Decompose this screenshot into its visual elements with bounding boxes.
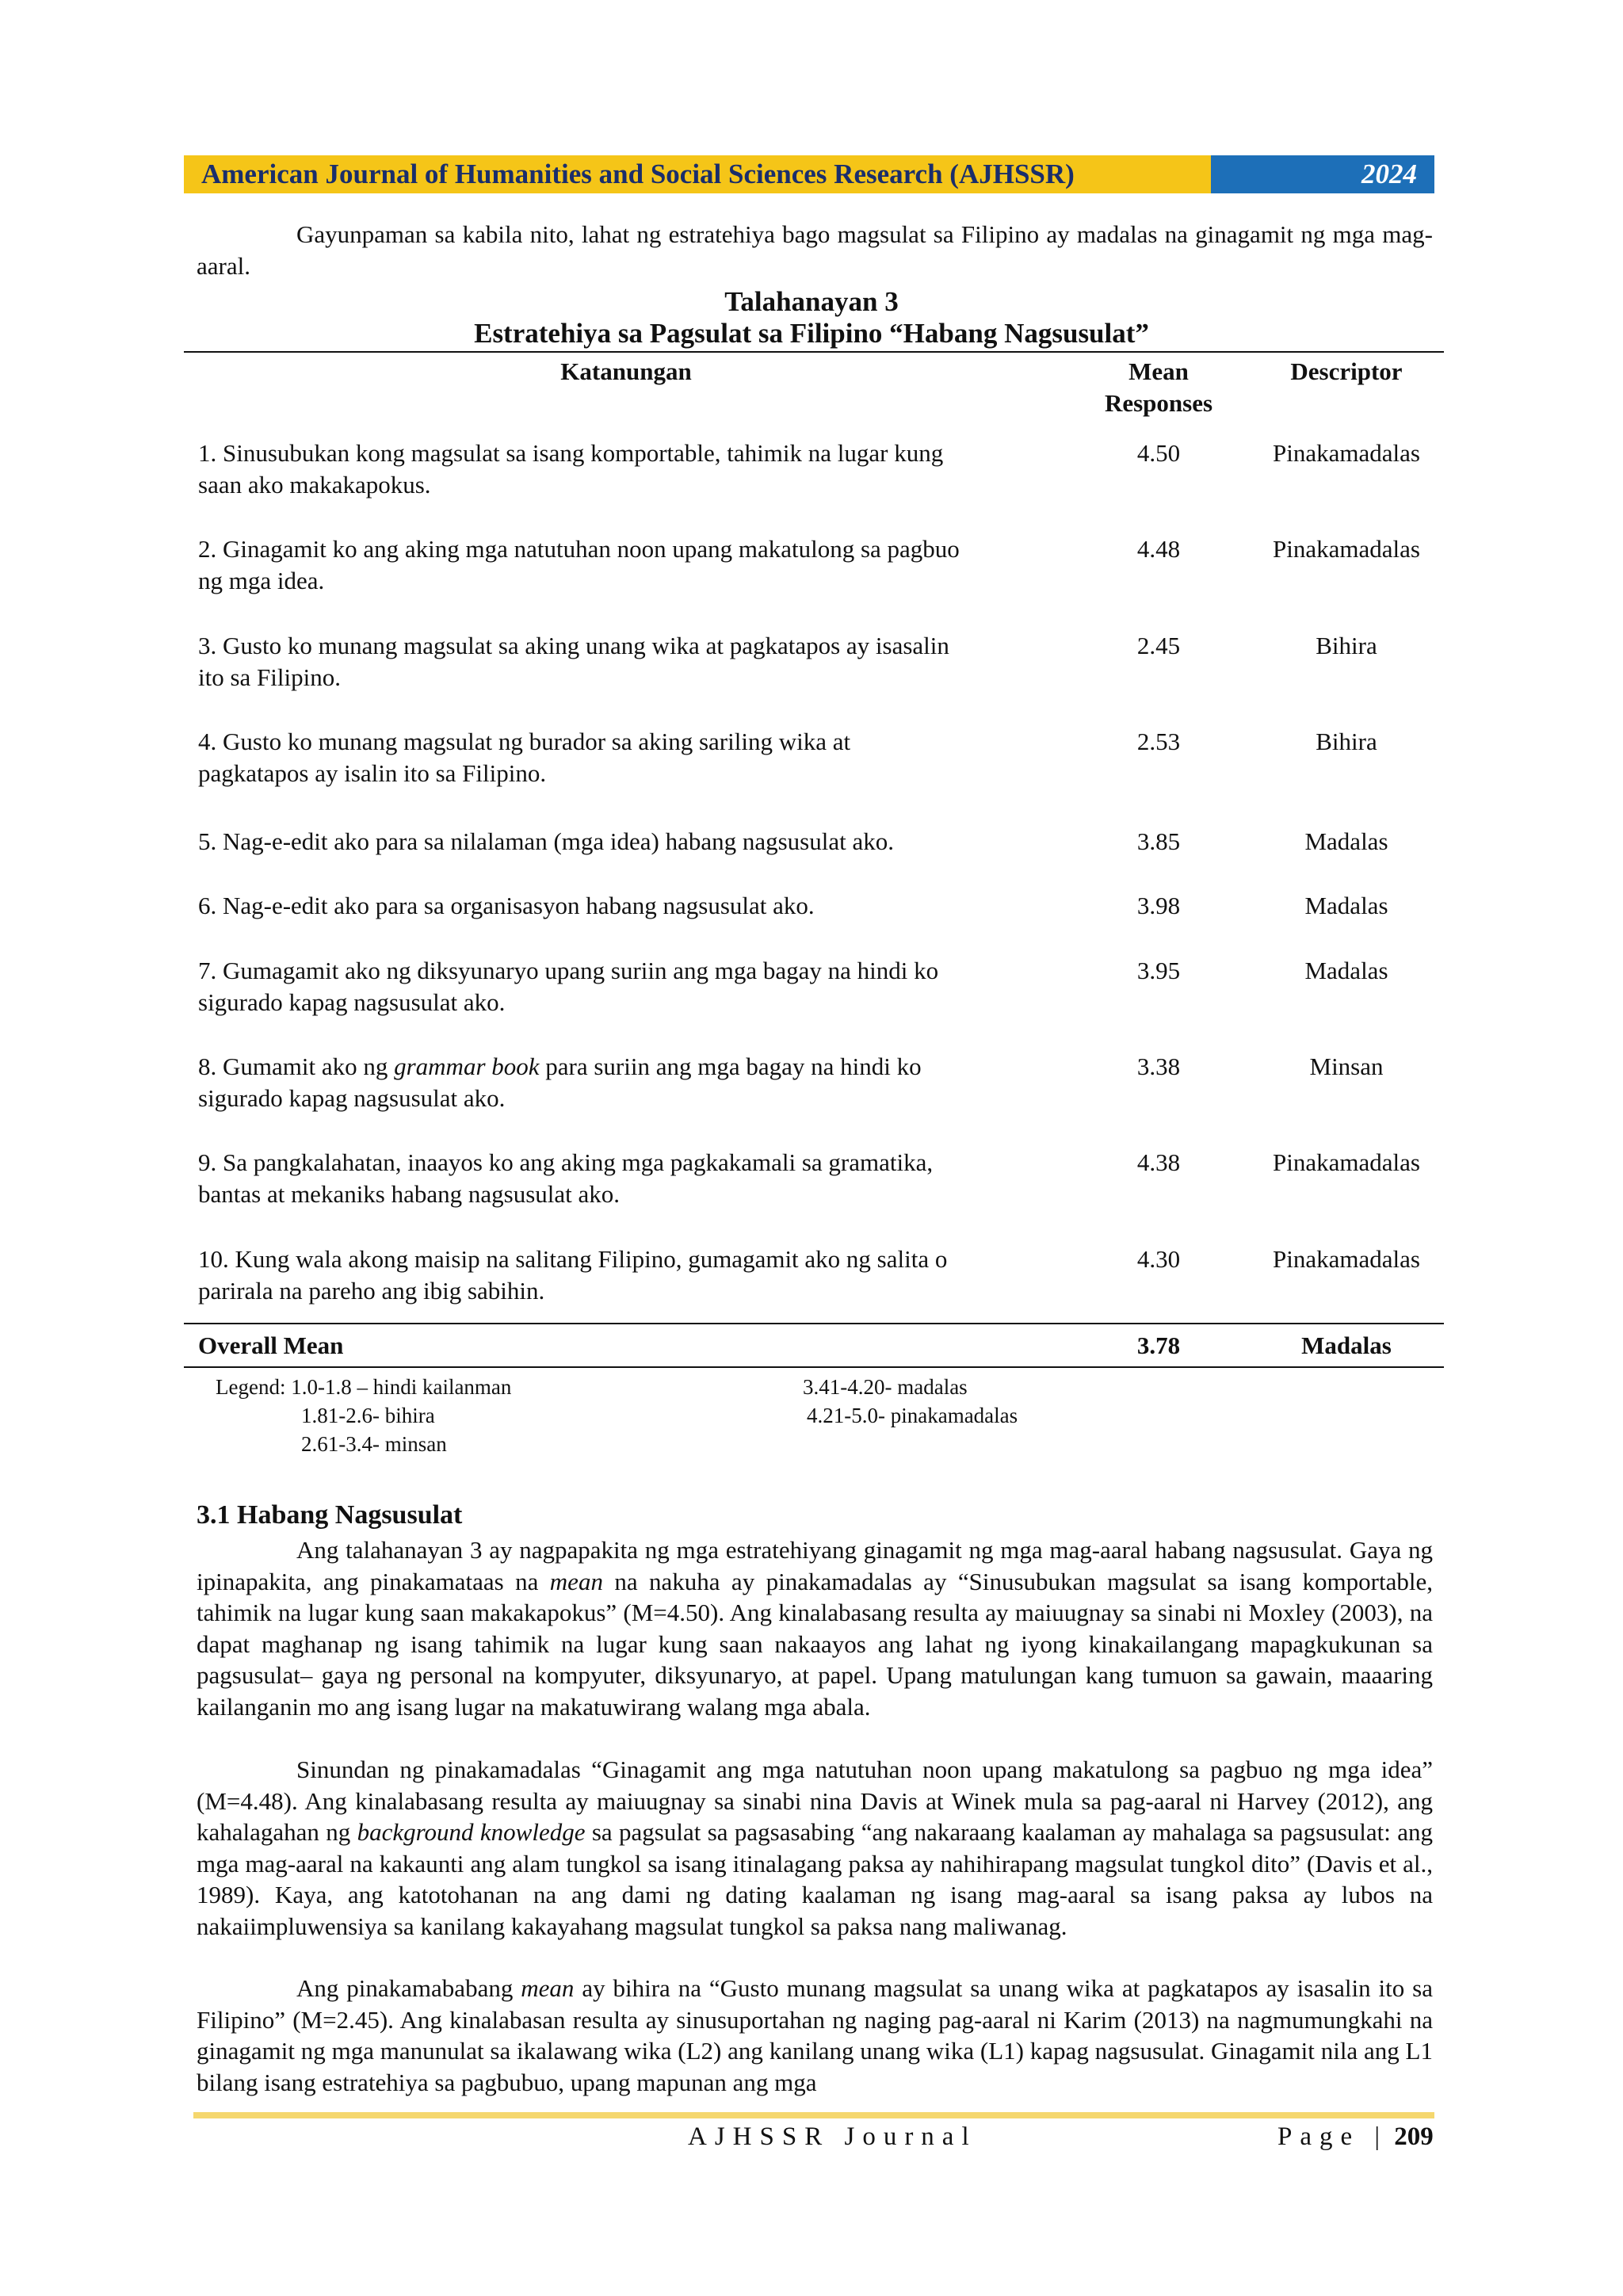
table-row-descriptor: Pinakamadalas <box>1273 439 1420 467</box>
section-heading: 3.1 Habang Nagsusulat <box>197 1500 463 1530</box>
table-row-mean: 3.85 <box>1136 827 1181 855</box>
header-mean-line2: Responses <box>1104 389 1213 417</box>
legend-line-2: 1.81-2.6- bihira <box>301 1404 435 1427</box>
table-row-descriptor: Bihira <box>1316 632 1377 659</box>
table-row-mean: 4.38 <box>1136 1148 1181 1176</box>
table-row-question: 7. Gumagamit ako ng diksyunaryo upang suriin ang mga bagay na hindi ko sigurado kapag nagsusulat ako. <box>198 957 939 1016</box>
intro-paragraph: Gayunpaman sa kabila nito, lahat ng estratehiya bago magsulat sa Filipino ay madalas na ginagamit ng mga mag-aaral. <box>197 220 1433 280</box>
table-row-descriptor: Minsan <box>1309 1052 1384 1080</box>
body-paragraph-2: Sinundan ng pinakamadalas “Ginagamit ang mga natutuhan noon upang makatulong sa pagbuo ng mga idea” (M=4.48). Ang kinalabasang resulta ay maiuugnay sa sinabi nina Davis at Winek mula sa pag-aaral ni Harvey (2012), ang kahalagahan ng background knowledge sa pagsulat sa pagsasabing “ang nakaraang kaalaman ay mahalaga sa pagsusulat: ang mga mag-aaral na kakaunti ang alam tungkol sa isang itinalagang paksa ay nahihirapang magsulat tungkol dito” (Davis et al., 1989). Kaya, ang katotohanan na ang dami ng dating kaalaman ng isang mag-aaral sa isang paksa ay lubos na nakaiimpluwensiya sa kanilang kakayahang magsulat tungkol sa paksa nang maliwanag. <box>197 1755 1433 1940</box>
table-row-descriptor: Madalas <box>1304 957 1388 984</box>
table-row-question: 3. Gusto ko munang magsulat sa aking unang wika at pagkatapos ay isasalin ito sa Filipino. <box>198 632 949 691</box>
journal-header <box>184 155 1434 193</box>
year-band <box>1211 155 1434 193</box>
table-row-question: 8. Gumamit ako ng grammar book para suriin ang mga bagay na hindi ko sigurado kapag nagsusulat ako. <box>198 1052 922 1112</box>
footer-rule <box>193 2112 1434 2118</box>
table-row-mean: 4.50 <box>1136 439 1181 467</box>
table-row-descriptor: Pinakamadalas <box>1273 1245 1420 1273</box>
table-row-mean: 2.45 <box>1136 632 1181 659</box>
overall-mean-label: Overall Mean <box>198 1331 344 1359</box>
table-top-rule <box>184 351 1444 353</box>
legend-line-4: 3.41-4.20- madalas <box>803 1375 968 1399</box>
table-row-question: 9. Sa pangkalahatan, inaayos ko ang aking mga pagkakamali sa gramatika, bantas at mekaniks habang nagsusulat ako. <box>198 1148 934 1208</box>
journal-year: 2024 <box>1361 159 1417 189</box>
footer-journal: AJHSSR Journal <box>688 2122 977 2151</box>
table-row-question: 10. Kung wala akong maisip na salitang Filipino, gumagamit ako ng salita o parirala na pareho ang ibig sabihin. <box>198 1245 948 1305</box>
body-paragraph-1: Ang talahanayan 3 ay nagpapakita ng mga estratehiyang ginagamit ng mga mag-aaral habang nagsusulat. Gaya ng ipinapakita, ang pinakamataas na mean na nakuha ay pinakamadalas ay “Sinusubukan magsulat sa isang komportable, tahimik na lugar kung saan makakapokus” (M=4.50). Ang kinalabasang resulta ay maiuugnay sa sinabi ni Moxley (2003), na dapat maghanap ng isang tahimik na lugar kung saan nakaayos ang lahat ng iyong kinakailangang mapagkukunan sa pagsusulat– gaya ng personal na kompyuter, diksyunaryo, at papel. Upang matulungan kang tumuon sa gawain, maaaring kailanganin mo ang isang lugar na makatuwirang walang mga abala. <box>197 1536 1433 1721</box>
legend-line-1: Legend: 1.0-1.8 – hindi kailanman <box>216 1375 512 1399</box>
overall-top-rule <box>184 1323 1444 1324</box>
header-question: Katanungan <box>560 357 692 385</box>
table-row-descriptor: Bihira <box>1316 728 1377 755</box>
footer-page: Page | 209 <box>1277 2122 1434 2151</box>
overall-mean-descriptor: Madalas <box>1301 1331 1392 1359</box>
table-row-question: 5. Nag-e-edit ako para sa nilalaman (mga idea) habang nagsusulat ako. <box>198 827 894 855</box>
page-number: 209 <box>1394 2122 1434 2151</box>
table-row-mean: 3.98 <box>1136 892 1181 919</box>
legend-line-5: 4.21-5.0- pinakamadalas <box>807 1404 1018 1427</box>
header-descriptor: Descriptor <box>1290 357 1403 385</box>
table-row-mean: 2.53 <box>1136 728 1181 755</box>
table-row-mean: 3.95 <box>1136 957 1181 984</box>
header-mean-line1: Mean <box>1128 357 1189 385</box>
table-row-mean: 4.48 <box>1136 535 1181 563</box>
table-row-descriptor: Pinakamadalas <box>1273 1148 1420 1176</box>
table-row-question: 4. Gusto ko munang magsulat ng burador sa aking sariling wika at pagkatapos ay isalin ito sa Filipino. <box>198 728 851 787</box>
journal-title-band <box>184 155 1211 193</box>
table-row-question: 6. Nag-e-edit ako para sa organisasyon habang nagsusulat ako. <box>198 892 815 919</box>
table-row-mean: 3.38 <box>1136 1052 1181 1080</box>
body-paragraph-3: Ang pinakamababang mean ay bihira na “Gusto munang magsulat sa unang wika at pagkatapos ay isasalin ito sa Filipino” (M=2.45). Ang kinalabasan resulta ay sinusuportahan ng naging pag-aaral ni Karim (2013) na nagmumungkahi na ginagamit ng mga manunulat sa ikalawang wika (L2) ang kanilang unang wika (L1) kapag nagsusulat. Ginagamit nila ang L1 bilang isang estratehiya sa pagbubuo, upang mapunan ang mga <box>197 1974 1434 2096</box>
legend-line-3: 2.61-3.4- minsan <box>301 1432 447 1456</box>
table-caption-title: Estratehiya sa Pagsulat sa Filipino “Habang Nagsusulat” <box>474 318 1149 349</box>
table-bottom-rule <box>184 1366 1444 1368</box>
table-row-descriptor: Madalas <box>1304 827 1388 855</box>
journal-title: American Journal of Humanities and Social Sciences Research (AJHSSR) <box>201 159 1075 189</box>
table-row-mean: 4.30 <box>1136 1245 1181 1273</box>
table-row-descriptor: Pinakamadalas <box>1273 535 1420 563</box>
table-row-question: 2. Ginagamit ko ang aking mga natutuhan noon upang makatulong sa pagbuo ng mga idea. <box>198 535 960 594</box>
overall-mean-value: 3.78 <box>1136 1331 1181 1359</box>
table-caption-number: Talahanayan 3 <box>724 286 899 317</box>
table-row-descriptor: Madalas <box>1304 892 1388 919</box>
table-row-question: 1. Sinusubukan kong magsulat sa isang komportable, tahimik na lugar kung saan ako makakapokus. <box>198 439 944 499</box>
